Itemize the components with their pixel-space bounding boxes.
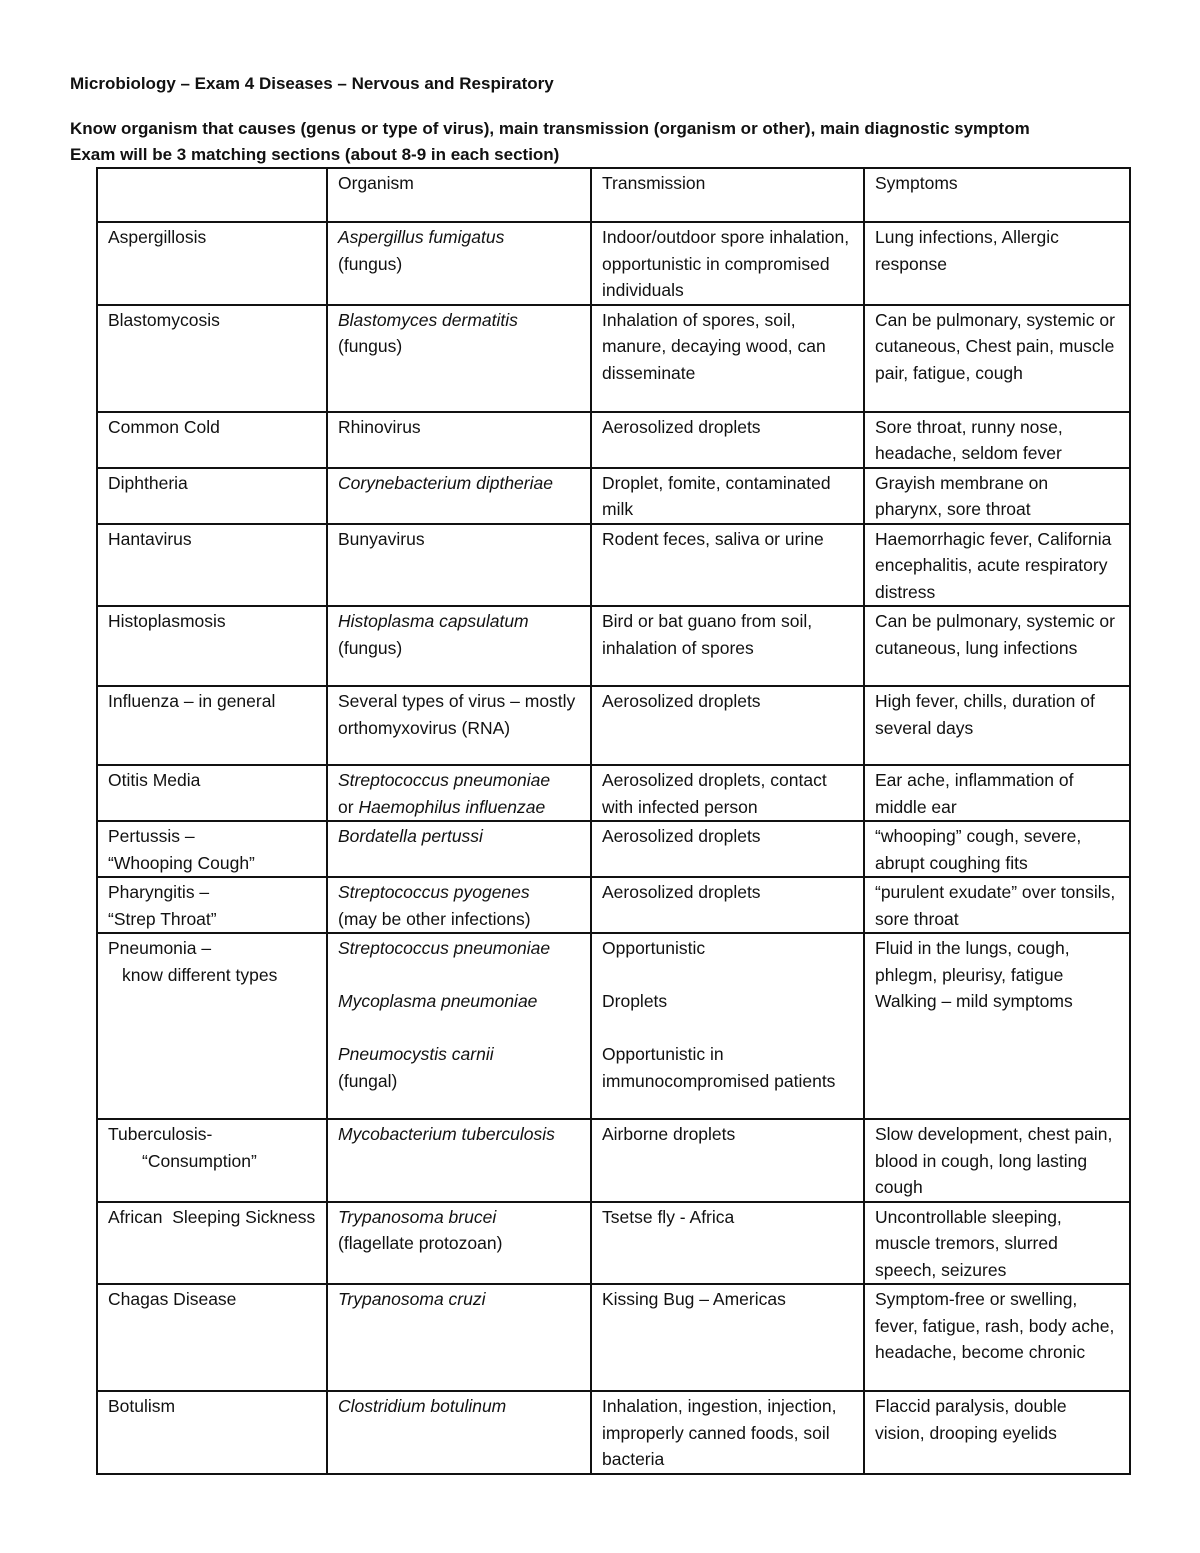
symptoms-text: Fluid in the lungs, cough, phlegm, pleurisy, fatigue	[875, 938, 1070, 985]
disease-cell: Chagas Disease	[97, 1284, 327, 1391]
organism-name-alt: Haemophilus influenzae	[358, 796, 546, 817]
transmission-cell: Droplet, fomite, contaminated milk	[591, 468, 864, 524]
organism-name: Streptococcus pyogenes	[338, 882, 530, 902]
symptoms-cell: Haemorrhagic fever, California encephalitis, acute respiratory distress	[864, 524, 1130, 607]
page-title: Microbiology – Exam 4 Diseases – Nervous and Respiratory	[70, 74, 554, 93]
disease-cell: Blastomycosis	[97, 305, 327, 412]
transmission-cell: Aerosolized droplets, contact with infected person	[591, 765, 864, 821]
organism-cell	[327, 933, 591, 1119]
header-cell-organism: Organism	[327, 168, 591, 222]
organism-cell	[327, 765, 591, 821]
organism-note: (fungus)	[338, 336, 403, 356]
table-row	[97, 1284, 1130, 1391]
transmission-cell: Aerosolized droplets	[591, 877, 864, 933]
disease-cell: Hantavirus	[97, 524, 327, 607]
instruction-line-2: Exam will be 3 matching sections (about 8-9 in each section)	[70, 145, 560, 164]
organism-name: Blastomyces dermatitis	[338, 309, 518, 330]
organism-cell: Mycobacterium tuberculosis	[327, 1119, 591, 1202]
symptoms-cell: Sore throat, runny nose, headache, seldom fever	[864, 412, 1130, 468]
organism-name: Pneumocystis carnii	[338, 1044, 494, 1064]
disease-name: Pneumonia –	[108, 938, 212, 958]
disease-cell: Aspergillosis	[97, 222, 327, 305]
table-row	[97, 222, 1130, 305]
organism-name: Streptococcus pneumoniae	[338, 770, 551, 790]
disease-table	[96, 167, 1131, 1475]
disease-cell: Botulism	[97, 1391, 327, 1474]
symptoms-cell: Ear ache, inflammation of middle ear	[864, 765, 1130, 821]
header-cell-blank	[97, 168, 327, 222]
table-row	[97, 1391, 1130, 1474]
table-row	[97, 305, 1130, 412]
organism-cell: Bunyavirus	[327, 524, 591, 607]
disease-name: Tuberculosis-	[108, 1124, 213, 1144]
disease-name: Pharyngitis –	[108, 882, 210, 902]
disease-alias: “Strep Throat”	[108, 908, 217, 929]
symptoms-cell: Symptom-free or swelling, fever, fatigue, rash, body ache, headache, become chronic	[864, 1284, 1130, 1391]
symptoms-cell: Can be pulmonary, systemic or cutaneous, Chest pain, muscle pair, fatigue, cough	[864, 305, 1130, 412]
symptoms-cell: Grayish membrane on pharynx, sore throat	[864, 468, 1130, 524]
disease-cell	[97, 821, 327, 877]
organism-note: (fungal)	[338, 1070, 398, 1091]
table-row	[97, 412, 1130, 468]
organism-cell: Rhinovirus	[327, 412, 591, 468]
table-row	[97, 877, 1130, 933]
organism-name: Histoplasma capsulatum	[338, 611, 529, 631]
organism-cell	[327, 305, 591, 412]
disease-cell: African Sleeping Sickness	[97, 1202, 327, 1285]
transmission-item: Opportunistic in immunocompromised patients	[602, 1044, 836, 1091]
disease-cell	[97, 1119, 327, 1202]
organism-cell: Several types of virus – mostly orthomyxovirus (RNA)	[327, 686, 591, 765]
header-cell-transmission: Transmission	[591, 168, 864, 222]
table-row	[97, 933, 1130, 1119]
organism-cell	[327, 606, 591, 686]
symptoms-cell	[864, 933, 1130, 1119]
disease-alias: “Consumption”	[142, 1150, 257, 1171]
table-row	[97, 765, 1130, 821]
symptoms-cell: Lung infections, Allergic response	[864, 222, 1130, 305]
transmission-cell: Aerosolized droplets	[591, 686, 864, 765]
organism-note: (fungus)	[338, 253, 403, 274]
instruction-line-1: Know organism that causes (genus or type of virus), main transmission (organism or other), main diagnostic symptom	[70, 119, 1030, 138]
organism-name: Trypanosoma brucei	[338, 1206, 497, 1227]
symptoms-cell: High fever, chills, duration of several days	[864, 686, 1130, 765]
disease-alias: “Whooping Cough”	[108, 852, 255, 873]
organism-connector: or	[338, 796, 354, 817]
disease-cell: Influenza – in general	[97, 686, 327, 765]
transmission-cell: Kissing Bug – Americas	[591, 1284, 864, 1391]
table-row	[97, 1202, 1130, 1285]
organism-cell	[327, 877, 591, 933]
transmission-cell: Inhalation, ingestion, injection, improperly canned foods, soil bacteria	[591, 1391, 864, 1474]
transmission-cell: Aerosolized droplets	[591, 412, 864, 468]
transmission-item: Droplets	[602, 991, 668, 1011]
organism-name: Mycoplasma pneumoniae	[338, 991, 538, 1011]
organism-cell: Clostridium botulinum	[327, 1391, 591, 1474]
organism-cell	[327, 222, 591, 305]
transmission-cell	[591, 933, 864, 1119]
disease-note: know different types	[122, 964, 278, 985]
table-row	[97, 606, 1130, 686]
symptoms-cell: Uncontrollable sleeping, muscle tremors, slurred speech, seizures	[864, 1202, 1130, 1285]
disease-cell: Histoplasmosis	[97, 606, 327, 686]
table-row	[97, 686, 1130, 765]
transmission-cell: Indoor/outdoor spore inhalation, opportunistic in compromised individuals	[591, 222, 864, 305]
transmission-cell: Tsetse fly - Africa	[591, 1202, 864, 1285]
transmission-item: Opportunistic	[602, 938, 706, 958]
organism-note: (flagellate protozoan)	[338, 1233, 503, 1253]
symptoms-cell: Slow development, chest pain, blood in cough, long lasting cough	[864, 1119, 1130, 1202]
table-row	[97, 821, 1130, 877]
organism-name: Aspergillus fumigatus	[338, 227, 505, 247]
transmission-cell: Airborne droplets	[591, 1119, 864, 1202]
organism-cell: Corynebacterium diptheriae	[327, 468, 591, 524]
transmission-cell: Inhalation of spores, soil, manure, decaying wood, can disseminate	[591, 305, 864, 412]
organism-name: Streptococcus pneumoniae	[338, 938, 551, 958]
organism-cell: Trypanosoma cruzi	[327, 1284, 591, 1391]
disease-cell: Otitis Media	[97, 765, 327, 821]
symptoms-cell: “whooping” cough, severe, abrupt coughing fits	[864, 821, 1130, 877]
organism-cell	[327, 1202, 591, 1285]
disease-cell	[97, 877, 327, 933]
disease-cell: Common Cold	[97, 412, 327, 468]
table-header-row	[97, 168, 1130, 222]
disease-name: Pertussis –	[108, 826, 195, 846]
table-row	[97, 1119, 1130, 1202]
transmission-cell: Rodent feces, saliva or urine	[591, 524, 864, 607]
transmission-cell: Aerosolized droplets	[591, 821, 864, 877]
organism-note: (may be other infections)	[338, 908, 531, 929]
symptoms-note: Walking – mild symptoms	[875, 991, 1073, 1011]
symptoms-cell: Can be pulmonary, systemic or cutaneous, lung infections	[864, 606, 1130, 686]
transmission-cell: Bird or bat guano from soil, inhalation of spores	[591, 606, 864, 686]
disease-cell	[97, 933, 327, 1119]
organism-cell: Bordatella pertussi	[327, 821, 591, 877]
header-cell-symptoms: Symptoms	[864, 168, 1130, 222]
table-row	[97, 524, 1130, 607]
disease-cell: Diphtheria	[97, 468, 327, 524]
table-row	[97, 468, 1130, 524]
symptoms-cell: “purulent exudate” over tonsils, sore throat	[864, 877, 1130, 933]
symptoms-cell: Flaccid paralysis, double vision, drooping eyelids	[864, 1391, 1130, 1474]
organism-note: (fungus)	[338, 637, 403, 658]
